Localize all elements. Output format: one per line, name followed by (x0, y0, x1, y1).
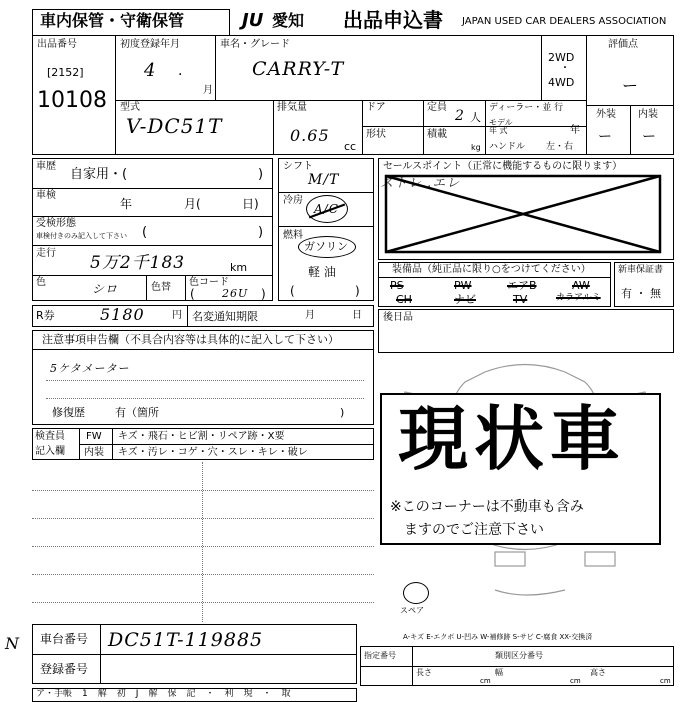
recycle-unit: 円 (172, 310, 182, 321)
equip-aw: AW (572, 279, 590, 292)
inspector-fw-items: キズ・飛石・ヒビ割・リペア跡・X要 (118, 431, 285, 442)
bottom-cell: 解 (97, 689, 107, 699)
bottom-cell: 記 (186, 689, 196, 699)
height-label: 高さ (590, 668, 606, 677)
class-label-1: 指定番号 (364, 651, 396, 660)
class-label-2: 類別区分番号 (495, 651, 543, 660)
transfer-label: 受検形態 (36, 218, 76, 229)
inspector-interior: 内装 (84, 447, 104, 458)
mileage-unit: km (230, 261, 248, 274)
inspector-interior-items: キズ・汚レ・コゲ・穴・スレ・キレ・破レ (118, 447, 308, 458)
registration-label: 初度登録年月 (120, 39, 180, 50)
repair-label: 修復歴 (52, 406, 85, 419)
inspection-year: 年 (120, 197, 133, 211)
door-label: ドア (366, 102, 386, 113)
bottom-cell: J (135, 689, 139, 699)
model-label: 型式 (120, 102, 140, 113)
color-code-close: ) (261, 287, 266, 301)
registration-month-suffix: 月 (203, 85, 213, 96)
car-rear-bumper (495, 590, 565, 595)
car-name-value: CARRY-T (252, 58, 345, 80)
length-label: 長さ (416, 668, 432, 677)
car-name-label: 車名・グレード (220, 39, 290, 50)
handle-label: ハンドル (489, 142, 526, 152)
color-code-value: 26U (222, 287, 249, 300)
inspector-label-1: 検査員 (35, 431, 65, 442)
bottom-cell: 利 (224, 689, 234, 699)
fuel-open: ( (290, 284, 295, 298)
storage-title: 車内保管・守衛保管 (40, 11, 185, 30)
equip-tv: TV (513, 293, 528, 306)
history-label: 車歴 (36, 161, 56, 172)
chassis-value: DC51T-119885 (108, 629, 264, 651)
interior-label: 内装 (638, 109, 658, 120)
notice-month: 月 (305, 310, 315, 321)
aircon-value: A/C (314, 202, 339, 216)
sales-point-crossed-text: ストレ..エレ (380, 176, 461, 191)
transfer-close: ) (258, 225, 264, 240)
rating-label: 評価点 (608, 39, 638, 50)
bottom-cell: 保 (167, 689, 177, 699)
history-value: 自家用・( (70, 167, 128, 182)
displacement-value: 0.65 (290, 126, 330, 145)
color-change-label: 色替 (151, 282, 171, 293)
capacity-unit: 人 (470, 111, 481, 124)
color-code-open: ( (190, 287, 195, 301)
equip-pw: PW (454, 279, 472, 292)
genjo-note-1: ※このコーナーは不動車も含み (390, 499, 584, 515)
vehicle-detail-table (32, 158, 273, 301)
width-unit: cm (570, 677, 581, 685)
bottom-cell: 初 (116, 689, 126, 699)
spare-tire-icon (403, 582, 429, 604)
bottom-row-cells (36, 690, 354, 700)
equipment-label: 装備品（純正品に限り○をつけてください） (392, 264, 591, 275)
shift-label: シフト (283, 161, 313, 172)
registration-year: 4 (144, 60, 157, 81)
chassis-side-mark: N (5, 634, 20, 653)
notice-label: 名変通知期限 (192, 310, 258, 323)
repair-close: ) (340, 406, 345, 419)
form-title: 出品申込書 (343, 8, 443, 32)
shift-value: M/T (308, 172, 340, 188)
drive-4wd: 4WD (548, 76, 575, 89)
displacement-label: 排気量 (277, 102, 307, 113)
bottom-cell: ・ (205, 689, 215, 699)
load-unit: kg (471, 143, 481, 152)
model-year-suffix: 年 (570, 125, 580, 136)
drive-dot: ・ (560, 63, 570, 74)
lot-label: 出品番号 (37, 39, 77, 50)
sketch-grid (32, 462, 374, 622)
capacity-label: 定員 (427, 102, 447, 113)
transfer-open: ( (142, 225, 148, 240)
equip-ch: CH (396, 293, 412, 306)
color-label: 色 (36, 277, 46, 288)
association-name: JAPAN USED CAR DEALERS ASSOCIATION (462, 16, 667, 27)
transfer-note: 車検付きのみ記入して下さい (36, 232, 127, 240)
repair-value: 有（箇所 (115, 406, 159, 419)
inspection-day: 日) (242, 197, 259, 211)
history-close: ) (258, 167, 264, 182)
inspector-label-2: 記入欄 (35, 446, 65, 457)
car-bottom-right (585, 552, 615, 566)
remarks-note: 5ケタメーター (50, 362, 130, 375)
damage-legend: A-キズ E-エクボ U-凹み W-補修跡 S-サビ C-腐食 XX-交換済 (403, 633, 593, 641)
ju-logo-pref: 愛知 (272, 11, 305, 30)
dealer-label: ディーラー・並 行 (489, 103, 564, 113)
aircon-label: 冷房 (283, 195, 303, 206)
inspection-label: 車検 (36, 190, 56, 201)
exterior-score: ー (598, 129, 612, 145)
genjo-note-2: ますのでご注意下さい (404, 522, 544, 538)
width-label: 幅 (495, 668, 503, 677)
fuel-gas: ガソリン (304, 240, 348, 253)
sales-point-label: セールスポイント（正常に機能するものに限ります） (383, 161, 623, 172)
bottom-cell: 解 (148, 689, 158, 699)
interior-score: ー (642, 129, 656, 145)
spare-label: スペア (400, 606, 424, 615)
bottom-cell: 現 (243, 689, 253, 699)
equip-alumi: カラアルミ (556, 293, 601, 303)
sales-point-cross (384, 174, 662, 254)
equip-navi: ナビ (454, 293, 476, 306)
load-label: 積載 (427, 129, 447, 140)
equip-ps: PS (390, 279, 404, 292)
exterior-label: 外装 (596, 109, 616, 120)
bottom-cell: ア・手帳 (36, 689, 73, 699)
color-code-label: 色コード (189, 277, 229, 288)
bottom-cell: ・ (262, 689, 272, 699)
fuel-close: ) (355, 284, 360, 298)
bottom-cell: 1 (82, 689, 88, 699)
bottom-cell: 取 (281, 689, 291, 699)
height-unit: cm (660, 677, 671, 685)
car-bottom-left (495, 552, 525, 566)
inspection-month: 月( (184, 197, 201, 211)
model-value: V-DC51T (126, 114, 223, 138)
chassis-label: 車台番号 (40, 632, 89, 646)
reg-no-label: 登録番号 (40, 662, 89, 676)
warranty-label: 新車保証書 (618, 265, 664, 275)
shape-label: 形状 (366, 129, 386, 140)
equip-airbag: エアB (507, 279, 537, 292)
rating-score: ー (622, 76, 639, 95)
length-unit: cm (480, 677, 491, 685)
displacement-unit: cc (344, 140, 357, 153)
color-value: シロ (92, 282, 119, 296)
fuel-diesel: 軽 油 (308, 265, 336, 279)
notice-day: 日 (352, 310, 362, 321)
mileage-value: 5万2千183 (90, 253, 186, 273)
fuel-label: 燃料 (283, 230, 303, 241)
drive-2wd: 2WD (548, 51, 575, 64)
lot-bracket-number: [2152] (47, 66, 84, 79)
inspector-fw: FW (86, 431, 102, 442)
registration-dot: . (178, 63, 183, 79)
warranty-value: 有 ・ 無 (621, 287, 661, 300)
ju-logo-mark: JU (242, 10, 264, 31)
rear-items-box (378, 309, 674, 353)
rear-items-label: 後日品 (383, 312, 413, 323)
recycle-value: 5180 (100, 305, 145, 324)
handle-value: 左・右 (546, 142, 574, 152)
genjo-title: 現状車 (398, 398, 626, 480)
remarks-label: 注意事項申告欄（不具合内容等は具体的に記入して下さい） (42, 333, 339, 346)
mileage-label: 走行 (36, 248, 56, 259)
model-year-label: モデル 年 式 (489, 118, 513, 135)
lot-number: 10108 (37, 88, 107, 113)
capacity-value: 2 (455, 108, 465, 124)
recycle-label: R券 (36, 309, 55, 322)
